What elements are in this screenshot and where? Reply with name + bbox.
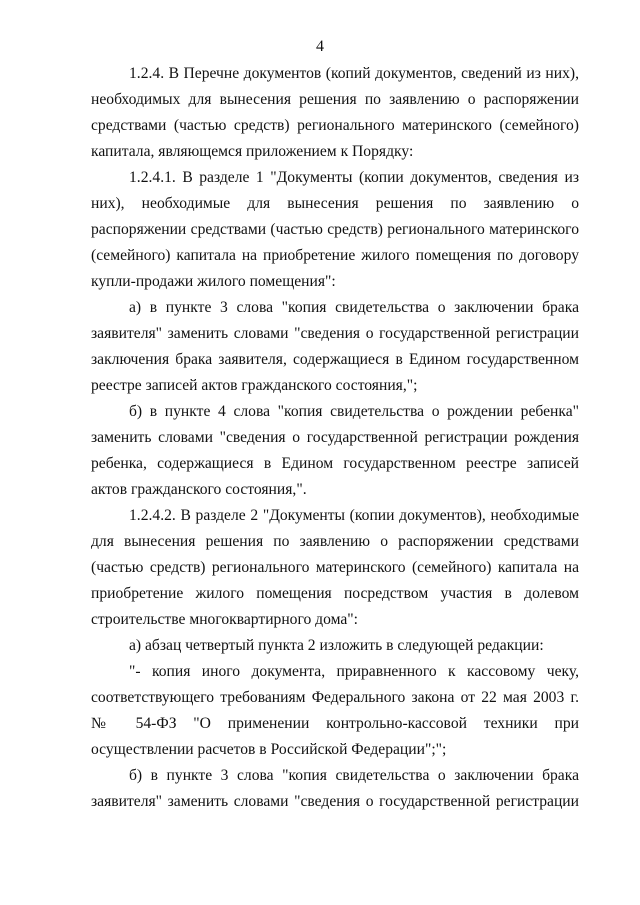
paragraph-item-b-1: б) в пункте 4 слова "копия свидетельства о рождении ребенка" заменить словами "сведения о государственной регистрации рождения ребенка, содержащиеся в Едином государственном реестре записей актов гражданского состояния,".	[91, 403, 579, 498]
paragraph-1-2-4-1: 1.2.4.1. В разделе 1 "Документы (копии документов, сведения из них), необходимые для вынесения решения по заявлению о распоряжении средствами (частью средств) регионального материнского (семейного) капитала на приобретение жилого помещения по договору купли-продажи жилого помещения":	[91, 169, 579, 290]
paragraph-quoted-text: "- копия иного документа, приравненного к кассовому чеку, соответствующего требованиям Федерального закона от 22 мая 2003 г. № 54-ФЗ "О применении контрольно-кассовой техники при осуществлении расчетов в Российской Федерации";";	[91, 663, 579, 758]
paragraph-item-b-2: б) в пункте 3 слова "копия свидетельства о заключении брака заявителя" заменить словами "сведения о государственной регистрации	[91, 767, 579, 810]
page-number: 4	[316, 38, 324, 55]
paragraph-1-2-4-2: 1.2.4.2. В разделе 2 "Документы (копии документов), необходимые для вынесения решения по заявлению о распоряжении средствами (частью средств) регионального материнского (семейного) капитала на приобретение жилого помещения посредством участия в долевом строительстве многоквартирного дома":	[91, 507, 579, 628]
paragraph-1-2-4: 1.2.4. В Перечне документов (копий документов, сведений из них), необходимых для вынесения решения по заявлению о распоряжении средствами (частью средств) регионального материнского (семейного) капитала, являющемся приложением к Порядку:	[91, 65, 579, 160]
document-body	[91, 61, 579, 815]
paragraph-item-a-2: а) абзац четвертый пункта 2 изложить в следующей редакции:	[129, 637, 544, 654]
paragraph-item-a-1: а) в пункте 3 слова "копия свидетельства о заключении брака заявителя" заменить словами "сведения о государственной регистрации заключения брака заявителя, содержащиеся в Едином государственном реестре записей актов гражданского состояния,";	[91, 299, 579, 394]
